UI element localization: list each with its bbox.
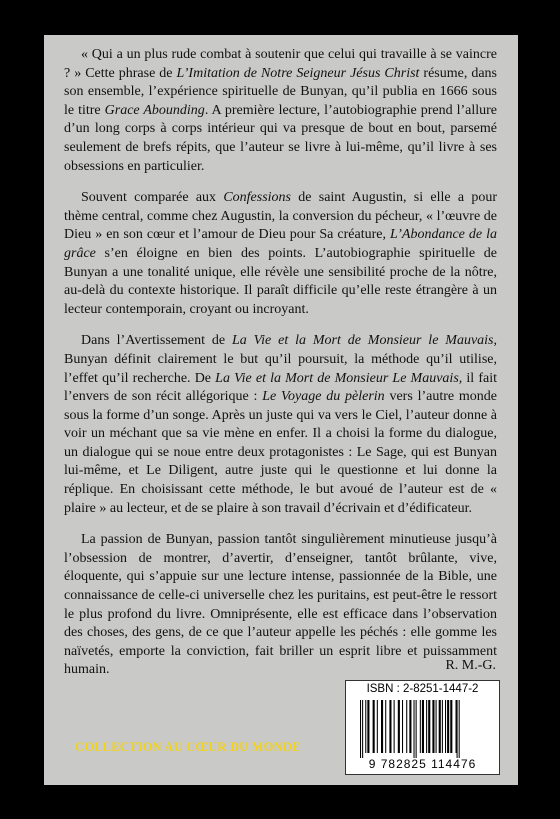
barcode-bar — [365, 700, 366, 753]
blurb-paragraph-3 — [64, 332, 497, 518]
barcode-bar — [398, 700, 400, 753]
barcode-bar — [406, 700, 407, 753]
barcode-bar — [367, 700, 369, 753]
barcode-bar — [385, 700, 386, 753]
blurb-text — [64, 46, 497, 686]
ean-number: 9 782825 114476 — [368, 757, 477, 771]
barcode — [358, 700, 488, 758]
barcode-bar — [426, 700, 427, 753]
barcode-bar — [394, 700, 395, 753]
barcode-bar — [402, 700, 403, 753]
text-run: , Bunyan définit clairement le but qu’il poursuit, la méthode qu’il utilise, l’effet qu’il recherche. De — [64, 333, 497, 386]
barcode-bar — [362, 700, 363, 758]
italic-title-text: La Vie et la Mort de Monsieur le Mauvais — [231, 333, 494, 349]
barcode-bar — [422, 700, 424, 753]
text-run: La passion de Bunyan, passion tantôt singulièrement minutieuse jusqu’à l’obsession de montrer, d’avertir, d’enseigner, tantôt brûlante, vive, éloquente, qui s’appuie sur une lecture intense, passionnée de la Bible, une connaissance de celle-ci universelle chez les puritains, est peut-être le ressort le plus profond du livre. Omniprésente, elle est efficace dans l’observation des choses, des gens, de ce que l’auteur appelle les péchés : elle gomme les naïvetés, emporte la conviction, fait briller un esprit libre et puissamment humain. — [64, 532, 497, 678]
italic-title-text: L’Abondance de la grâce — [64, 227, 498, 261]
barcode-bar — [445, 700, 446, 753]
barcode-bar — [420, 700, 421, 753]
barcode-bar — [436, 700, 437, 753]
italic-title-text: Le Voyage du pèlerin — [262, 389, 385, 405]
barcode-bar — [409, 700, 411, 753]
barcode-bar — [439, 700, 441, 753]
text-run: résume, dans son ensemble, l’expérience spirituelle de Bunyan, qu’il publia en 1666 sous le titre — [64, 65, 498, 118]
text-run: Souvent comparée aux — [81, 190, 224, 206]
blurb-paragraph-1 — [64, 46, 497, 176]
barcode-bar — [456, 700, 457, 753]
barcode-bar — [373, 700, 375, 753]
barcode-bar — [428, 700, 430, 753]
barcode-bar — [416, 700, 417, 758]
text-run: « Qui a un plus rude combat à soutenir que celui qui travaille à se vaincre ? » Cette phrase de — [64, 47, 497, 81]
barcode-bar — [377, 700, 378, 753]
italic-title-text: Grace Abounding — [104, 102, 205, 118]
barcode-bar — [450, 700, 452, 753]
collection-title: COLLECTION AU CŒUR DU MONDE — [75, 740, 301, 754]
isbn-barcode-box — [345, 680, 500, 775]
barcode-bar — [432, 700, 434, 753]
barcode-bar — [381, 700, 383, 753]
isbn-label: ISBN : 2-8251-1447-2 — [366, 683, 479, 695]
text-run: vers l’autre monde sous la forme d’un songe. Après un juste qui va vers le Ciel, l’auteur donne à voir un méchant que sa vie mène en enfer. Il a choisi la forme du dialogue, un dialogue qui se noue entre deux protagonistes : Le Sage, qui est Bunyan lui-même, et Le Diligent, autre juste qui le questionne et lui donne la réplique. En choisissant cette méthode, le but avoué de l’auteur est de « plaire » au lecteur, et de se plaire à son travail d’écrivain et d’édificateur. — [64, 389, 497, 516]
text-run: Dans l’Avertissement de — [81, 333, 232, 349]
blurb-paragraph-4 — [64, 531, 497, 680]
text-run: . A première lecture, l’autobiographie prend l’allure d’un long corps à corps intérieur qui va presque de bout en bout, parsemé seulement de brefs répits, que l’auteur se livre à lui-même, qu’il livre à ses obsessions en particulier. — [64, 102, 497, 174]
barcode-bar — [457, 700, 458, 758]
text-run: s’en éloigne en bien des points. L’autobiographie spirituelle de Bunyan a une tonalité unique, elle révèle une sensibilité proche de la nôtre, au-delà du contexte historique. Il paraît difficile qu’elle reste étrangère à un lecteur contemporain, croyant ou incroyant. — [64, 245, 497, 317]
barcode-bar — [389, 700, 391, 753]
barcode-bar — [360, 700, 361, 758]
author-signature: R. M.-G. — [445, 658, 496, 673]
text-run: il fait l’envers de son récit allégorique : — [64, 370, 497, 405]
barcode-bar — [459, 700, 460, 758]
barcode-bar — [447, 700, 449, 753]
italic-title-text: Confessions — [223, 190, 291, 206]
text-run: de saint Augustin, si elle a pour thème central, comme chez Augustin, la conversion du pécheur, « l’œuvre de Dieu » en son cœur et l’amour de Dieu pour Sa créature, — [64, 190, 497, 243]
italic-title-text: La Vie et la Mort de Monsieur Le Mauvais, — [215, 370, 463, 386]
barcode-bar — [414, 700, 415, 758]
italic-title-text: L’Imitation de Notre Seigneur Jésus Christ — [176, 65, 420, 81]
blurb-paragraph-2 — [64, 189, 497, 319]
barcode-bar — [442, 700, 443, 753]
